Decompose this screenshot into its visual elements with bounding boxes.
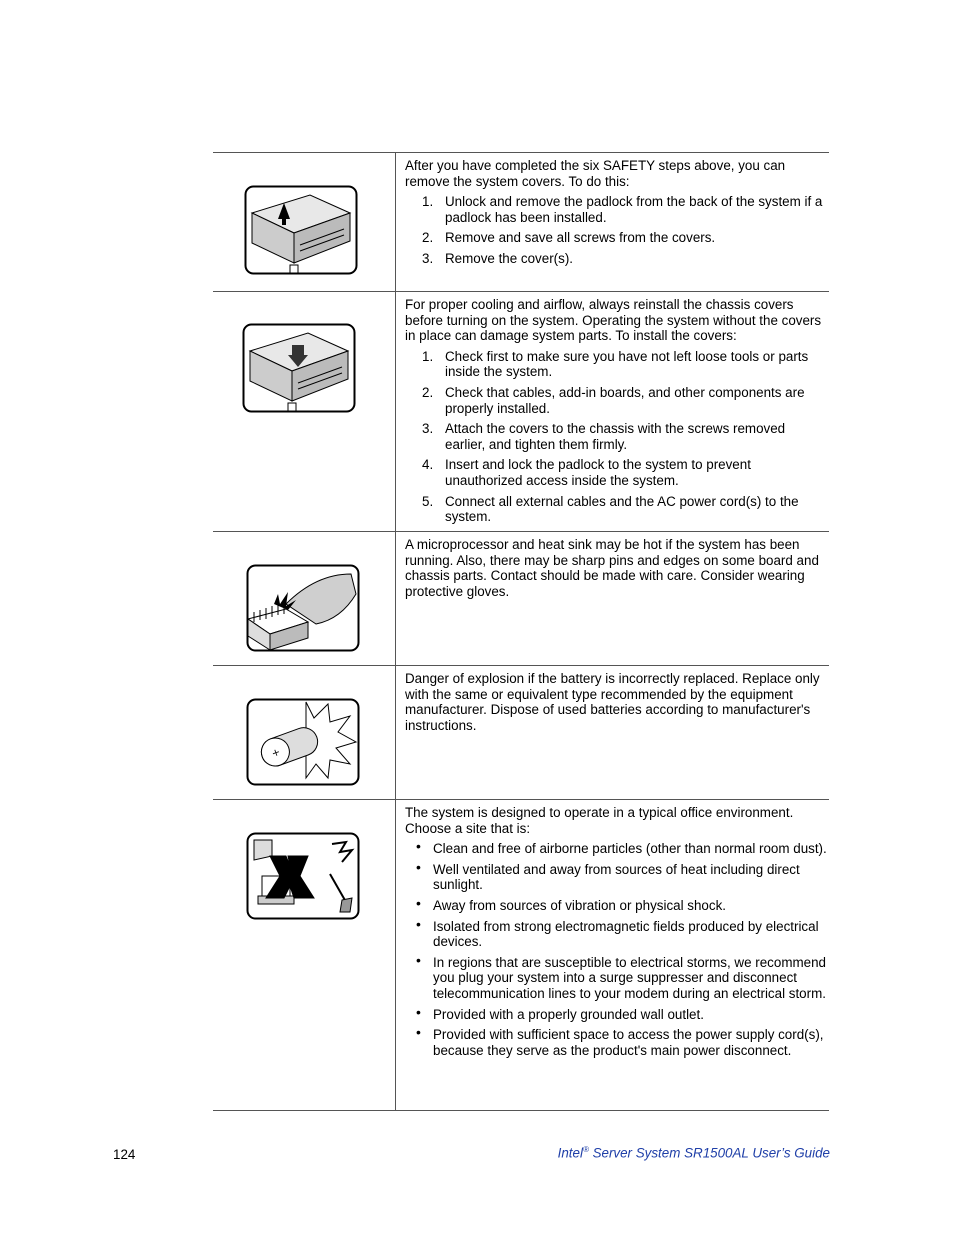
icon-cell [213,292,396,532]
list-item: 5. Connect all external cables and the AC power cord(s) to the system. [422,493,799,525]
safety-table [213,152,829,1111]
hot-heatsink-icon [246,564,360,652]
numbered-list [405,349,829,525]
list-item: 2. Check that cables, add-in boards, and other components are properly installed. [422,384,805,416]
numbered-list [405,194,829,266]
icon-cell [213,153,396,292]
page-number: 124 [113,1147,136,1162]
list-item: • Away from sources of vibration or physical shock. [416,894,726,913]
list-item: 2. Remove and save all screws from the covers. [422,230,716,246]
table-row [213,153,829,292]
paragraph: The system is designed to operate in a typical office environment. Choose a site that is: [405,805,794,836]
paragraph: A microprocessor and heat sink may be hot if the system has been running. Also, there may be sharp pins and edges on some board and chassis parts. Contact should be made with care. Consider wearing protective gloves. [405,537,819,599]
environment-icon [246,832,360,920]
table-row [213,292,829,532]
table-row [213,532,829,666]
text-cell [396,666,830,800]
text-cell [396,292,830,532]
text-cell [396,153,830,292]
list-item: • Provided with a properly grounded wall outlet. [416,1003,704,1022]
footer-title: Intel® Server System SR1500AL User’s Guide [557,1145,830,1161]
list-item: • In regions that are susceptible to electrical storms, we recommend you plug your system into a surge suppresser and disconnect telecommunication lines to your modem during an electrical storm. [416,951,826,1001]
list-item: • Provided with sufficient space to access the power supply cord(s), because they serve as the product's main power disconnect. [416,1024,824,1058]
bullet-list [405,838,829,1058]
table-row [213,800,829,1111]
paragraph: Danger of explosion if the battery is incorrectly replaced. Replace only with the same or equivalent type recommended by the equipment manufacturer. Dispose of used batteries according to manufacturer's instructions. [405,671,820,733]
list-item: • Isolated from strong electromagnetic fields produced by electrical devices. [416,915,819,950]
list-item: 4. Insert and lock the padlock to the system to prevent unauthorized access inside the system. [422,457,751,488]
list-item: 1. Unlock and remove the padlock from the back of the system if a padlock has been installed. [422,194,823,225]
paragraph: After you have completed the six SAFETY steps above, you can remove the system covers. To do this: [405,158,786,189]
list-item: 3. Attach the covers to the chassis with the screws removed earlier, and tighten them firmly. [422,421,786,452]
list-item: 3. Remove the cover(s). [422,250,573,266]
battery-explosion-icon [246,698,360,786]
text-cell [396,532,830,666]
text-cell [396,800,830,1111]
list-item: • Clean and free of airborne particles (other than normal room dust). [416,838,827,857]
icon-cell [213,532,396,666]
icon-cell [213,666,396,800]
svg-text:+: + [270,746,282,760]
icon-cell [213,800,396,1111]
cover-install-icon [242,323,356,413]
table-row [213,666,829,800]
list-item: • Well ventilated and away from sources of heat including direct sunlight. [416,858,800,893]
paragraph: For proper cooling and airflow, always reinstall the chassis covers before turning on the system. Operating the system without the covers in place can damage system parts. To install the covers: [405,297,822,344]
cover-removal-icon [244,185,358,275]
list-item: 1. Check first to make sure you have not left loose tools or parts inside the system. [422,348,809,380]
